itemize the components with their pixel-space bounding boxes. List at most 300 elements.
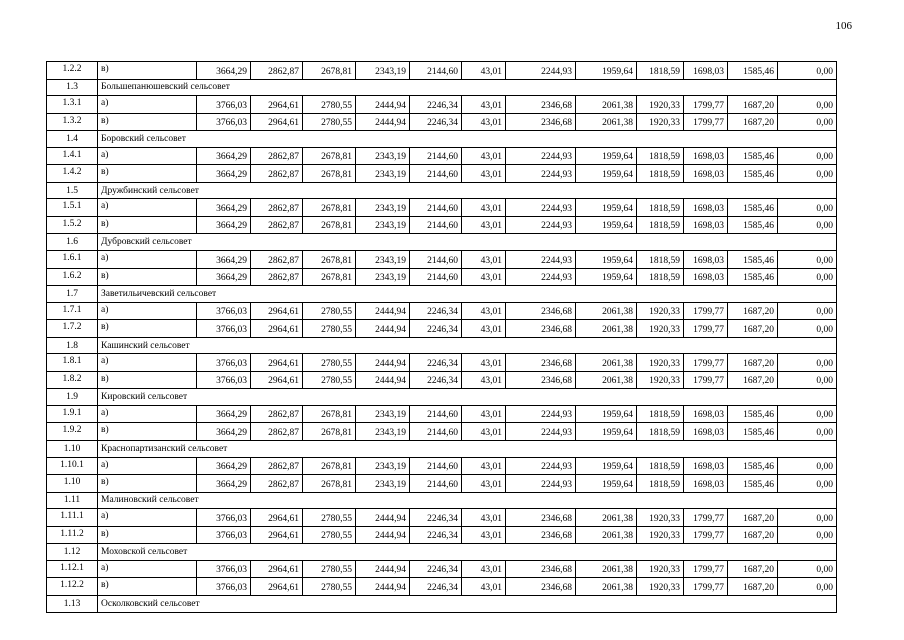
value-cell: 2346,68: [506, 96, 576, 114]
value-cell: 2346,68: [506, 526, 576, 544]
value-cell: 0,00: [778, 113, 837, 131]
row-number: 1.9.2: [47, 423, 98, 441]
value-cell: 1818,59: [637, 165, 684, 183]
row-number: 1.4.2: [47, 165, 98, 183]
value-cell: 2144,60: [410, 405, 462, 423]
value-cell: 2964,61: [251, 509, 303, 527]
value-cell: 1799,77: [684, 526, 728, 544]
row-number: 1.3.2: [47, 113, 98, 131]
value-cell: 2061,38: [576, 578, 637, 596]
section-row: [47, 492, 837, 509]
row-number: 1.10.1: [47, 457, 98, 475]
row-number: 1.8: [47, 337, 98, 354]
value-cell: 1687,20: [728, 354, 778, 372]
value-cell: 1687,20: [728, 578, 778, 596]
value-cell: 1818,59: [637, 147, 684, 165]
row-subitem: а): [98, 354, 197, 372]
row-number: 1.2.2: [47, 62, 98, 80]
value-cell: 2964,61: [251, 578, 303, 596]
row-number: 1.9.1: [47, 405, 98, 423]
row-number: 1.6.1: [47, 251, 98, 269]
section-name: Заветильичевский сельсовет: [98, 286, 837, 303]
value-cell: 1818,59: [637, 62, 684, 80]
value-cell: 2246,34: [410, 320, 462, 338]
table-row: [47, 216, 837, 234]
value-cell: 2244,93: [506, 475, 576, 493]
value-cell: 1920,33: [637, 578, 684, 596]
value-cell: 2780,55: [303, 560, 356, 578]
value-cell: 2343,19: [356, 405, 410, 423]
row-number: 1.9: [47, 389, 98, 406]
table-row: [47, 199, 837, 217]
value-cell: 1799,77: [684, 113, 728, 131]
row-number: 1.11: [47, 492, 98, 509]
value-cell: 2346,68: [506, 354, 576, 372]
table-row: [47, 251, 837, 269]
value-cell: 2780,55: [303, 96, 356, 114]
section-name: Осколковский сельсовет: [98, 595, 837, 612]
value-cell: 43,01: [462, 526, 506, 544]
value-cell: 2780,55: [303, 509, 356, 527]
table-row: [47, 320, 837, 338]
value-cell: 43,01: [462, 354, 506, 372]
value-cell: 1585,46: [728, 199, 778, 217]
row-number: 1.13: [47, 595, 98, 612]
value-cell: 2964,61: [251, 320, 303, 338]
value-cell: 2780,55: [303, 302, 356, 320]
tariff-table: [46, 61, 837, 613]
value-cell: 2244,93: [506, 62, 576, 80]
value-cell: 43,01: [462, 371, 506, 389]
value-cell: 2144,60: [410, 268, 462, 286]
row-subitem: в): [98, 475, 197, 493]
row-subitem: в): [98, 371, 197, 389]
row-number: 1.12: [47, 544, 98, 561]
row-subitem: в): [98, 62, 197, 80]
value-cell: 2244,93: [506, 165, 576, 183]
row-subitem: в): [98, 526, 197, 544]
row-number: 1.11.2: [47, 526, 98, 544]
value-cell: 1698,03: [684, 251, 728, 269]
value-cell: 3766,03: [197, 526, 251, 544]
value-cell: 1799,77: [684, 509, 728, 527]
section-name: Краснопартизанский сельсовет: [98, 441, 837, 458]
value-cell: 2144,60: [410, 216, 462, 234]
value-cell: 2780,55: [303, 113, 356, 131]
section-row: [47, 441, 837, 458]
value-cell: 2346,68: [506, 113, 576, 131]
value-cell: 2246,34: [410, 302, 462, 320]
value-cell: 2144,60: [410, 199, 462, 217]
value-cell: 2244,93: [506, 199, 576, 217]
row-number: 1.5.1: [47, 199, 98, 217]
value-cell: 1687,20: [728, 96, 778, 114]
value-cell: 3664,29: [197, 147, 251, 165]
value-cell: 3766,03: [197, 113, 251, 131]
value-cell: 1687,20: [728, 371, 778, 389]
row-number: 1.5.2: [47, 216, 98, 234]
table-row: [47, 423, 837, 441]
value-cell: 2444,94: [356, 526, 410, 544]
value-cell: 43,01: [462, 96, 506, 114]
value-cell: 1799,77: [684, 302, 728, 320]
value-cell: 1959,64: [576, 423, 637, 441]
table-row: [47, 268, 837, 286]
value-cell: 2780,55: [303, 526, 356, 544]
value-cell: 2862,87: [251, 147, 303, 165]
value-cell: 0,00: [778, 216, 837, 234]
value-cell: 3766,03: [197, 578, 251, 596]
section-name: Кировский сельсовет: [98, 389, 837, 406]
value-cell: 2444,94: [356, 354, 410, 372]
row-subitem: а): [98, 560, 197, 578]
row-subitem: в): [98, 165, 197, 183]
value-cell: 1585,46: [728, 405, 778, 423]
value-cell: 2246,34: [410, 113, 462, 131]
row-subitem: в): [98, 268, 197, 286]
value-cell: 2862,87: [251, 268, 303, 286]
table-body: [47, 62, 837, 613]
value-cell: 1959,64: [576, 199, 637, 217]
value-cell: 2964,61: [251, 560, 303, 578]
value-cell: 2780,55: [303, 578, 356, 596]
value-cell: 2246,34: [410, 371, 462, 389]
value-cell: 3664,29: [197, 457, 251, 475]
row-subitem: в): [98, 216, 197, 234]
value-cell: 1698,03: [684, 423, 728, 441]
value-cell: 2244,93: [506, 457, 576, 475]
value-cell: 2678,81: [303, 199, 356, 217]
value-cell: 2346,68: [506, 560, 576, 578]
value-cell: 3664,29: [197, 475, 251, 493]
value-cell: 2061,38: [576, 509, 637, 527]
section-name: Малиновский сельсовет: [98, 492, 837, 509]
value-cell: 2061,38: [576, 371, 637, 389]
value-cell: 1959,64: [576, 475, 637, 493]
value-cell: 2061,38: [576, 526, 637, 544]
row-subitem: в): [98, 578, 197, 596]
value-cell: 1959,64: [576, 216, 637, 234]
value-cell: 0,00: [778, 320, 837, 338]
value-cell: 3664,29: [197, 405, 251, 423]
value-cell: 2061,38: [576, 96, 637, 114]
section-name: Боровский сельсовет: [98, 131, 837, 148]
value-cell: 43,01: [462, 302, 506, 320]
value-cell: 1920,33: [637, 509, 684, 527]
row-number: 1.12.1: [47, 560, 98, 578]
value-cell: 0,00: [778, 199, 837, 217]
value-cell: 2246,34: [410, 560, 462, 578]
row-number: 1.7: [47, 286, 98, 303]
row-number: 1.10: [47, 475, 98, 493]
value-cell: 2343,19: [356, 165, 410, 183]
section-name: Большепанюшевский сельсовет: [98, 79, 837, 96]
value-cell: 2343,19: [356, 251, 410, 269]
value-cell: 2343,19: [356, 268, 410, 286]
value-cell: 2343,19: [356, 62, 410, 80]
value-cell: 1585,46: [728, 268, 778, 286]
row-number: 1.4: [47, 131, 98, 148]
row-number: 1.4.1: [47, 147, 98, 165]
section-name: Дружбинский сельсовет: [98, 182, 837, 199]
value-cell: 2244,93: [506, 268, 576, 286]
value-cell: 2780,55: [303, 371, 356, 389]
row-number: 1.8.2: [47, 371, 98, 389]
value-cell: 2678,81: [303, 268, 356, 286]
value-cell: 2144,60: [410, 165, 462, 183]
value-cell: 2343,19: [356, 423, 410, 441]
value-cell: 0,00: [778, 475, 837, 493]
value-cell: 2246,34: [410, 354, 462, 372]
value-cell: 0,00: [778, 457, 837, 475]
value-cell: 1585,46: [728, 457, 778, 475]
row-number: 1.5: [47, 182, 98, 199]
row-number: 1.8.1: [47, 354, 98, 372]
value-cell: 2780,55: [303, 354, 356, 372]
value-cell: 43,01: [462, 147, 506, 165]
value-cell: 2964,61: [251, 354, 303, 372]
value-cell: 1585,46: [728, 251, 778, 269]
value-cell: 1687,20: [728, 320, 778, 338]
value-cell: 2061,38: [576, 113, 637, 131]
value-cell: 1799,77: [684, 578, 728, 596]
value-cell: 2444,94: [356, 578, 410, 596]
value-cell: 1698,03: [684, 405, 728, 423]
value-cell: 2246,34: [410, 526, 462, 544]
row-number: 1.7.1: [47, 302, 98, 320]
section-row: [47, 79, 837, 96]
value-cell: 2246,34: [410, 96, 462, 114]
value-cell: 1585,46: [728, 216, 778, 234]
value-cell: 1818,59: [637, 216, 684, 234]
value-cell: 3664,29: [197, 423, 251, 441]
value-cell: 1585,46: [728, 147, 778, 165]
value-cell: 1799,77: [684, 320, 728, 338]
value-cell: 2343,19: [356, 147, 410, 165]
value-cell: 1799,77: [684, 371, 728, 389]
value-cell: 1698,03: [684, 199, 728, 217]
row-number: 1.10: [47, 441, 98, 458]
value-cell: 0,00: [778, 268, 837, 286]
value-cell: 2343,19: [356, 457, 410, 475]
value-cell: 3766,03: [197, 371, 251, 389]
section-name: Моховской сельсовет: [98, 544, 837, 561]
value-cell: 2964,61: [251, 96, 303, 114]
value-cell: 0,00: [778, 526, 837, 544]
value-cell: 2444,94: [356, 302, 410, 320]
value-cell: 2346,68: [506, 320, 576, 338]
row-number: 1.6: [47, 234, 98, 251]
value-cell: 1920,33: [637, 560, 684, 578]
value-cell: 1818,59: [637, 475, 684, 493]
value-cell: 2678,81: [303, 423, 356, 441]
value-cell: 1920,33: [637, 113, 684, 131]
value-cell: 2246,34: [410, 509, 462, 527]
table-row: [47, 302, 837, 320]
table-row: [47, 405, 837, 423]
value-cell: 43,01: [462, 475, 506, 493]
value-cell: 3664,29: [197, 199, 251, 217]
value-cell: 0,00: [778, 165, 837, 183]
section-row: [47, 389, 837, 406]
row-number: 1.3: [47, 79, 98, 96]
value-cell: 2862,87: [251, 423, 303, 441]
value-cell: 2144,60: [410, 457, 462, 475]
value-cell: 2678,81: [303, 216, 356, 234]
value-cell: 1698,03: [684, 62, 728, 80]
value-cell: 1585,46: [728, 423, 778, 441]
value-cell: 1818,59: [637, 423, 684, 441]
value-cell: 1818,59: [637, 268, 684, 286]
value-cell: 1959,64: [576, 457, 637, 475]
value-cell: 2061,38: [576, 302, 637, 320]
value-cell: 43,01: [462, 457, 506, 475]
value-cell: 0,00: [778, 147, 837, 165]
value-cell: 0,00: [778, 560, 837, 578]
value-cell: 2346,68: [506, 578, 576, 596]
value-cell: 1799,77: [684, 354, 728, 372]
value-cell: 43,01: [462, 199, 506, 217]
value-cell: 43,01: [462, 216, 506, 234]
section-row: [47, 131, 837, 148]
table-row: [47, 526, 837, 544]
value-cell: 43,01: [462, 113, 506, 131]
value-cell: 1959,64: [576, 268, 637, 286]
value-cell: 0,00: [778, 423, 837, 441]
value-cell: 3664,29: [197, 216, 251, 234]
value-cell: 3766,03: [197, 560, 251, 578]
value-cell: 2144,60: [410, 251, 462, 269]
value-cell: 2244,93: [506, 251, 576, 269]
value-cell: 1585,46: [728, 62, 778, 80]
value-cell: 2964,61: [251, 302, 303, 320]
row-subitem: а): [98, 302, 197, 320]
value-cell: 3664,29: [197, 268, 251, 286]
value-cell: 2144,60: [410, 62, 462, 80]
value-cell: 2244,93: [506, 423, 576, 441]
value-cell: 1959,64: [576, 147, 637, 165]
value-cell: 1698,03: [684, 268, 728, 286]
section-row: [47, 286, 837, 303]
value-cell: 2678,81: [303, 475, 356, 493]
row-number: 1.7.2: [47, 320, 98, 338]
value-cell: 2862,87: [251, 62, 303, 80]
value-cell: 2678,81: [303, 165, 356, 183]
value-cell: 0,00: [778, 371, 837, 389]
value-cell: 2444,94: [356, 320, 410, 338]
value-cell: 1818,59: [637, 457, 684, 475]
value-cell: 3664,29: [197, 251, 251, 269]
value-cell: 1920,33: [637, 302, 684, 320]
value-cell: 1698,03: [684, 165, 728, 183]
value-cell: 43,01: [462, 268, 506, 286]
row-subitem: в): [98, 423, 197, 441]
value-cell: 43,01: [462, 509, 506, 527]
table-row: [47, 457, 837, 475]
value-cell: 2678,81: [303, 62, 356, 80]
value-cell: 0,00: [778, 302, 837, 320]
table-row: [47, 62, 837, 80]
value-cell: 1959,64: [576, 251, 637, 269]
table-row: [47, 560, 837, 578]
table-row: [47, 354, 837, 372]
value-cell: 2343,19: [356, 475, 410, 493]
value-cell: 0,00: [778, 354, 837, 372]
value-cell: 2144,60: [410, 423, 462, 441]
value-cell: 1698,03: [684, 147, 728, 165]
value-cell: 1687,20: [728, 560, 778, 578]
value-cell: 2246,34: [410, 578, 462, 596]
value-cell: 1585,46: [728, 475, 778, 493]
value-cell: 1920,33: [637, 320, 684, 338]
value-cell: 1920,33: [637, 526, 684, 544]
value-cell: 3766,03: [197, 302, 251, 320]
value-cell: 43,01: [462, 251, 506, 269]
table-row: [47, 113, 837, 131]
value-cell: 2244,93: [506, 147, 576, 165]
section-row: [47, 234, 837, 251]
value-cell: 2444,94: [356, 560, 410, 578]
value-cell: 2346,68: [506, 302, 576, 320]
value-cell: 2244,93: [506, 405, 576, 423]
section-row: [47, 595, 837, 612]
value-cell: 2780,55: [303, 320, 356, 338]
value-cell: 2444,94: [356, 113, 410, 131]
table-row: [47, 371, 837, 389]
value-cell: 43,01: [462, 62, 506, 80]
value-cell: 1585,46: [728, 165, 778, 183]
value-cell: 2061,38: [576, 560, 637, 578]
section-name: Дубровский сельсовет: [98, 234, 837, 251]
value-cell: 2862,87: [251, 199, 303, 217]
value-cell: 0,00: [778, 96, 837, 114]
value-cell: 1959,64: [576, 405, 637, 423]
table-row: [47, 96, 837, 114]
section-row: [47, 182, 837, 199]
section-name: Кашинский сельсовет: [98, 337, 837, 354]
value-cell: 0,00: [778, 405, 837, 423]
row-number: 1.12.2: [47, 578, 98, 596]
value-cell: 2346,68: [506, 509, 576, 527]
table-row: [47, 475, 837, 493]
value-cell: 2061,38: [576, 354, 637, 372]
value-cell: 1920,33: [637, 371, 684, 389]
row-number: 1.3.1: [47, 96, 98, 114]
page-number: 106: [835, 20, 852, 32]
table-row: [47, 509, 837, 527]
value-cell: 2144,60: [410, 147, 462, 165]
value-cell: 0,00: [778, 62, 837, 80]
row-subitem: а): [98, 405, 197, 423]
value-cell: 1687,20: [728, 113, 778, 131]
row-subitem: а): [98, 96, 197, 114]
value-cell: 2343,19: [356, 216, 410, 234]
value-cell: 2444,94: [356, 96, 410, 114]
table-row: [47, 165, 837, 183]
value-cell: 2964,61: [251, 113, 303, 131]
row-number: 1.6.2: [47, 268, 98, 286]
value-cell: 1818,59: [637, 251, 684, 269]
value-cell: 2964,61: [251, 371, 303, 389]
table-row: [47, 578, 837, 596]
value-cell: 2862,87: [251, 405, 303, 423]
row-subitem: а): [98, 199, 197, 217]
value-cell: 1799,77: [684, 96, 728, 114]
value-cell: 3766,03: [197, 509, 251, 527]
value-cell: 1818,59: [637, 199, 684, 217]
value-cell: 43,01: [462, 578, 506, 596]
value-cell: 1818,59: [637, 405, 684, 423]
